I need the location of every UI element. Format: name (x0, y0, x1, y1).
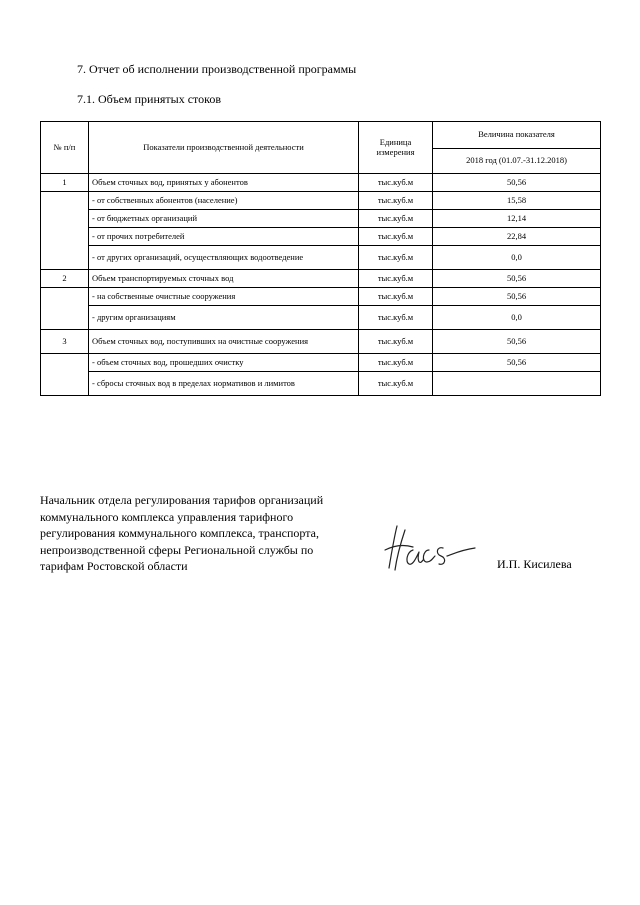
row-value: 22,84 (433, 228, 601, 246)
row-value: 15,58 (433, 192, 601, 210)
row-unit: тыс.куб.м (359, 228, 433, 246)
stocks-table (40, 121, 601, 396)
row-unit: тыс.куб.м (359, 372, 433, 396)
table-row (41, 270, 601, 288)
row-num: 2 (41, 270, 89, 288)
signatory-name: И.П. Кисилева (497, 557, 572, 571)
row-value: 50,56 (433, 354, 601, 372)
row-indicator: - от других организаций, осуществляющих водоотведение (89, 246, 359, 270)
row-num: 1 (41, 174, 89, 192)
subsection-heading: 7.1. Объем принятых стоков (77, 92, 221, 106)
row-indicator: - от прочих потребителей (89, 228, 359, 246)
row-unit: тыс.куб.м (359, 330, 433, 354)
header-unit-line2: измерения (376, 146, 415, 157)
table-row (41, 210, 601, 228)
row-indicator: Объем сточных вод, поступивших на очистные сооружения (89, 330, 359, 354)
row-unit: тыс.куб.м (359, 288, 433, 306)
table-row (41, 330, 601, 354)
signatory-title-line: Начальник отдела регулирования тарифов организаций (40, 493, 324, 507)
row-value: 50,56 (433, 174, 601, 192)
row-unit: тыс.куб.м (359, 192, 433, 210)
signatory-title-line: регулирования коммунального комплекса, транспорта, (40, 526, 319, 540)
table-row (41, 246, 601, 270)
row-indicator: - другим организациям (89, 306, 359, 330)
section-heading: 7. Отчет об исполнении производственной программы (77, 62, 357, 76)
row-value: 50,56 (433, 270, 601, 288)
row-unit: тыс.куб.м (359, 210, 433, 228)
signatory-title-line: коммунального комплекса управления тарифного (40, 509, 294, 524)
header-num: № п/п (41, 122, 89, 174)
signatory-title-line: непроизводственной сферы Региональной службы по (40, 542, 314, 557)
handwritten-signature (383, 520, 483, 582)
row-unit: тыс.куб.м (359, 354, 433, 372)
row-num-group (41, 192, 89, 270)
row-unit: тыс.куб.м (359, 246, 433, 270)
row-num-group (41, 288, 89, 330)
header-value: Величина показателя (433, 122, 601, 149)
row-value: 50,56 (433, 330, 601, 354)
row-indicator: - сбросы сточных вод в пределах нормативов и лимитов (89, 372, 359, 396)
header-unit-line1: Единица (379, 137, 412, 148)
row-value (433, 372, 601, 396)
table-row (41, 306, 601, 330)
signatory-title-line: тарифам Ростовской области (40, 559, 188, 573)
row-unit: тыс.куб.м (359, 270, 433, 288)
row-value: 12,14 (433, 210, 601, 228)
table-row (41, 192, 601, 210)
header-unit (359, 122, 433, 174)
table-row (41, 288, 601, 306)
table-row (41, 228, 601, 246)
row-value: 50,56 (433, 288, 601, 306)
row-indicator: Объем сточных вод, принятых у абонентов (89, 174, 359, 192)
row-unit: тыс.куб.м (359, 174, 433, 192)
row-indicator: - от бюджетных организаций (89, 210, 359, 228)
table-row (41, 372, 601, 396)
row-value: 0,0 (433, 246, 601, 270)
table-row (41, 354, 601, 372)
table-row (41, 174, 601, 192)
header-indicator: Показатели производственной деятельности (89, 122, 359, 174)
header-period: 2018 год (01.07.-31.12.2018) (433, 149, 601, 174)
row-indicator: - от собственных абонентов (население) (89, 192, 359, 210)
row-num: 3 (41, 330, 89, 354)
signatory-title (40, 492, 380, 575)
row-value: 0,0 (433, 306, 601, 330)
row-indicator: - объем сточных вод, прошедших очистку (89, 354, 359, 372)
row-indicator: - на собственные очистные сооружения (89, 288, 359, 306)
row-unit: тыс.куб.м (359, 306, 433, 330)
row-num-group (41, 354, 89, 396)
row-indicator: Объем транспортируемых сточных вод (89, 270, 359, 288)
